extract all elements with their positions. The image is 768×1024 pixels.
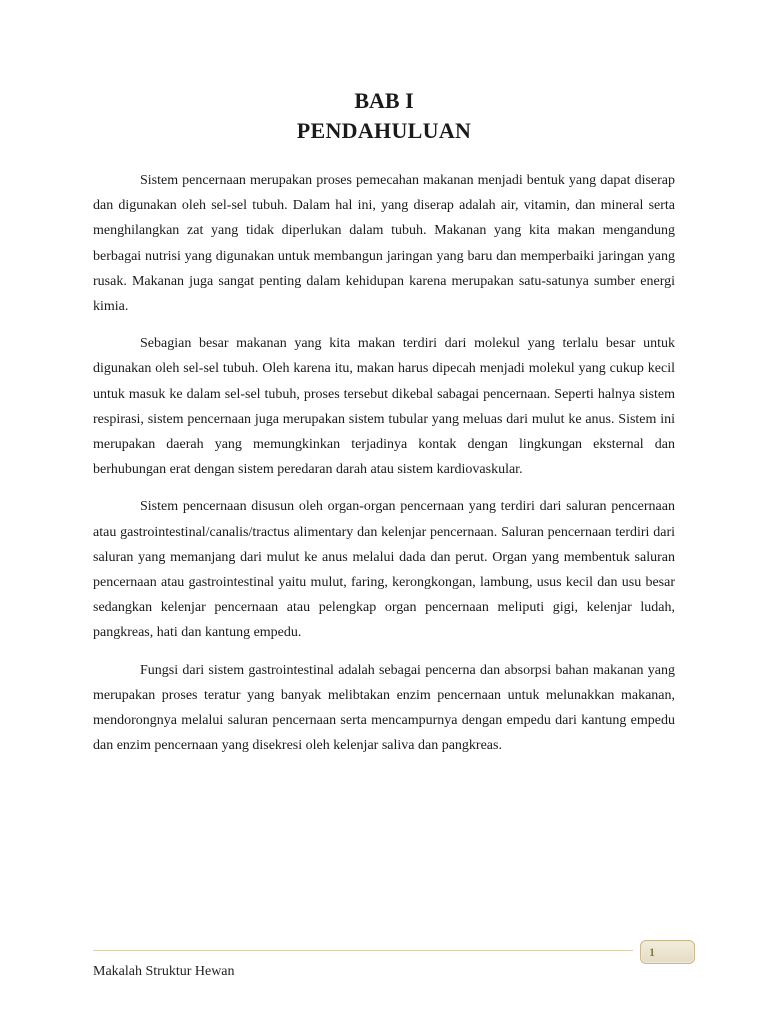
footer-title: Makalah Struktur Hewan — [93, 964, 235, 979]
chapter-heading: BAB I — [354, 88, 414, 113]
footer-divider — [93, 950, 633, 951]
paragraph-3: Sistem pencernaan disusun oleh organ-organ pencernaan yang terdiri dari saluran pencernaan atau gastrointestinal/canalis/tractus alimentary dan kelenjar pencernaan. Saluran pencernaan terdiri dari saluran yang memanjang dari mulut ke anus melalui dada dan perut. Organ yang membentuk saluran pencernaan atau gastrointestinal yaitu mulut, faring, kerongkongan, lambung, usus kecil dan usu besar sedangkan kelenjar pencernaan atau pelengkap organ pencernaan meliputi gigi, kelenjar ludah, pangkreas, hati dan kantung empedu. — [93, 499, 675, 641]
body-text — [93, 168, 675, 770]
paragraph-4: Fungsi dari sistem gastrointestinal adalah sebagai pencerna dan absorpsi bahan makanan yang merupakan proses teratur yang banyak melibtakan enzim pencernaan untuk melunakkan makanan, mendorongnya melalui saluran pencernaan serta mencampurnya dengan empedu dari kantung empedu dan enzim pencernaan yang disekresi oleh kelenjar saliva dan pangkreas. — [93, 662, 675, 754]
paragraph-2: Sebagian besar makanan yang kita makan terdiri dari molekul yang terlalu besar untuk digunakan oleh sel-sel tubuh. Oleh karena itu, makan harus dipecah menjadi molekul yang cukup kecil untuk masuk ke dalam sel-sel tubuh, proses tersebut dikebal sabagai pencernaan. Seperti halnya sistem respirasi, sistem pencernaan juga merupakan sistem tubular yang meluas dari mulut ke anus. Sistem ini merupakan daerah yang memungkinkan terjadinya kontak dengan lingkungan eksternal dan berhubungan erat dengan sistem peredaran darah atau sistem kardiovaskular. — [93, 336, 675, 478]
chapter-title: PENDAHULUAN — [296, 118, 472, 143]
paragraph-1: Sistem pencernaan merupakan proses pemecahan makanan menjadi bentuk yang dapat diserap dan digunakan oleh sel-sel tubuh. Dalam hal ini, yang diserap adalah air, vitamin, dan mineral serta menghilangkan zat yang tidak diperlukan dalam tubuh. Makanan yang kita makan mengandung berbagai nutrisi yang digunakan untuk membangun jaringan yang baru dan memperbaiki jaringan yang rusak. Makanan juga sangat penting dalam kehidupan karena merupakan satu-satunya sumber energi kimia. — [93, 173, 675, 315]
page-number-badge — [640, 940, 695, 964]
page-number: 1 — [649, 945, 655, 959]
